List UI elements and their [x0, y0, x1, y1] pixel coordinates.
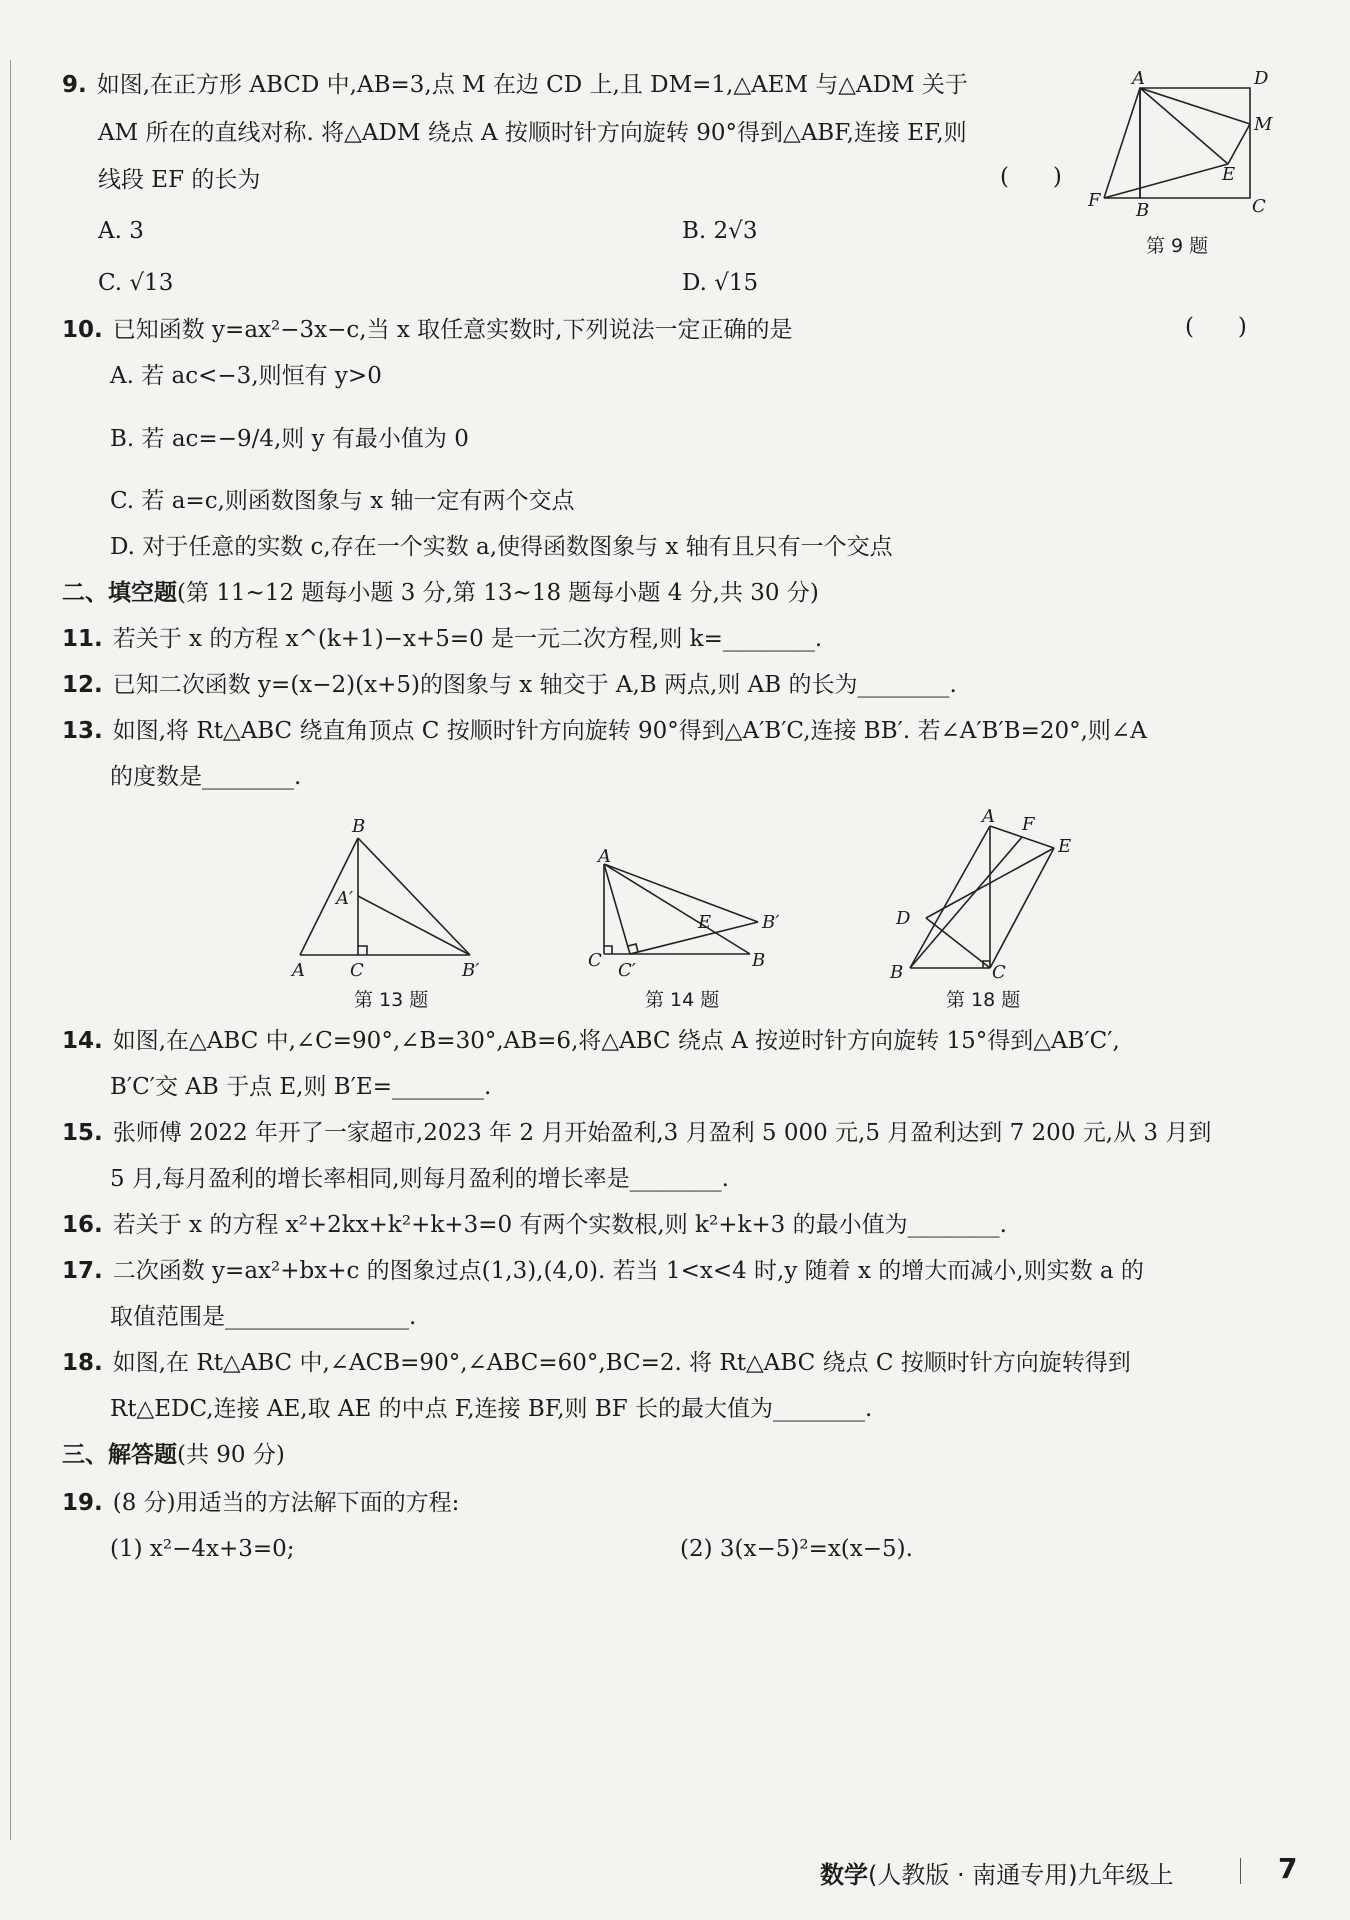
section-3-note: (共 90 分) — [177, 1442, 285, 1468]
label-a-prime: A′ — [336, 888, 354, 909]
question-10-text: 已知函数 y=ax²−3x−c,当 x 取任意实数时,下列说法一定正确的是 — [112, 317, 793, 343]
label-c: C — [588, 950, 602, 971]
question-17-text-1: 二次函数 y=ax²+bx+c 的图象过点(1,3),(4,0). 若当 1<x<4 时,y 随着 x 的增大而减小,则实数 a 的 — [112, 1258, 1144, 1284]
question-19-stem — [62, 1488, 459, 1518]
question-19-part-2: (2) 3(x−5)²=x(x−5). — [680, 1536, 913, 1562]
question-number: 16. — [62, 1212, 103, 1238]
figure-14 — [588, 846, 798, 981]
question-number: 13. — [62, 718, 103, 744]
question-9-line-1 — [62, 70, 968, 100]
question-9-line-3: 线段 EF 的长为 — [98, 167, 261, 193]
right-angle-mark-c — [604, 946, 612, 954]
question-number: 9. — [62, 72, 87, 98]
book-title — [820, 1855, 1174, 1890]
section-3-heading — [62, 1440, 285, 1470]
question-19-part-1: (1) x²−4x+3=0; — [110, 1536, 295, 1562]
question-number: 14. — [62, 1028, 103, 1054]
question-10-option-c: C. 若 a=c,则函数图象与 x 轴一定有两个交点 — [110, 488, 575, 514]
question-13-line-2: 的度数是________. — [110, 764, 302, 790]
question-16-text: 若关于 x 的方程 x²+2kx+k²+k+3=0 有两个实数根,则 k²+k+3 的最小值为________. — [112, 1212, 1007, 1238]
label-d: D — [896, 908, 911, 929]
question-18-line-1 — [62, 1348, 1131, 1378]
question-number: 12. — [62, 672, 103, 698]
question-9-answer-bracket: ( ) — [1000, 164, 1062, 190]
segment-bb-prime — [358, 838, 470, 955]
question-9-line-2: AM 所在的直线对称. 将△ADM 绕点 A 按顺时针方向旋转 90°得到△ABF,连接 EF,则 — [98, 120, 967, 146]
label-e: E — [698, 912, 712, 933]
segment-ae — [1140, 88, 1228, 164]
question-number: 15. — [62, 1120, 103, 1146]
segment-a-prime-b-prime — [358, 896, 470, 955]
figure-13 — [290, 816, 500, 981]
question-13-line-1 — [62, 716, 1147, 746]
question-9-option-a: A. 3 — [98, 218, 144, 244]
segment-em — [1228, 124, 1250, 164]
page-number: 7 — [1278, 1852, 1298, 1885]
label-b: B — [1136, 200, 1150, 221]
question-9-option-b: B. 2√3 — [682, 218, 758, 244]
binding-line — [10, 60, 11, 1840]
label-c-prime: C′ — [618, 960, 636, 981]
question-10-stem — [62, 315, 792, 345]
figure-13-caption: 第 13 题 — [354, 989, 429, 1011]
question-14-line-1 — [62, 1026, 1120, 1056]
figure-9 — [1080, 68, 1280, 221]
segment-dc — [926, 918, 990, 968]
question-15-line-1 — [62, 1118, 1211, 1148]
label-e: E — [1222, 164, 1236, 185]
label-c: C — [1252, 196, 1266, 217]
question-11-text: 若关于 x 的方程 x^(k+1)−x+5=0 是一元二次方程,则 k=________. — [112, 626, 823, 652]
label-a: A — [1132, 68, 1145, 89]
segment-am — [1140, 88, 1250, 124]
label-b: B — [890, 962, 904, 983]
question-15-line-2: 5 月,每月盈利的增长率相同,则每月盈利的增长率是________. — [110, 1166, 729, 1192]
question-10-answer-bracket: ( ) — [1185, 314, 1247, 340]
question-18-line-2: Rt△EDC,连接 AE,取 AE 的中点 F,连接 BF,则 BF 长的最大值为________. — [110, 1396, 873, 1422]
question-number: 10. — [62, 317, 103, 343]
question-10-option-a: A. 若 ac<−3,则恒有 y>0 — [110, 363, 382, 389]
question-number: 18. — [62, 1350, 103, 1376]
label-a: A — [982, 806, 995, 827]
question-10-option-b: B. 若 ac=−9/4,则 y 有最小值为 0 — [110, 426, 469, 452]
figure-9-caption: 第 9 题 — [1146, 235, 1209, 257]
question-17-line-1 — [62, 1256, 1144, 1286]
segment-af — [1104, 88, 1140, 198]
section-2-note: (第 11~12 题每小题 3 分,第 13~18 题每小题 4 分,共 30 分) — [177, 580, 819, 606]
question-9-option-c: C. √13 — [98, 270, 174, 296]
label-a: A — [598, 846, 611, 867]
label-f: F — [1088, 190, 1101, 211]
label-a: A — [292, 960, 305, 981]
book-title-edition: (人教版 · 南通专用)九年级上 — [868, 1861, 1174, 1889]
figure-14-caption: 第 14 题 — [645, 989, 720, 1011]
label-b-prime: B′ — [762, 912, 780, 933]
segment-c-prime-b-prime — [630, 922, 758, 954]
question-15-text-1: 张师傅 2022 年开了一家超市,2023 年 2 月开始盈利,3 月盈利 5 000 元,5 月盈利达到 7 200 元,从 3 月到 — [112, 1120, 1212, 1146]
question-number: 19. — [62, 1490, 103, 1516]
question-10-option-d: D. 对于任意的实数 c,存在一个实数 a,使得函数图象与 x 轴有且只有一个交点 — [110, 534, 893, 560]
question-17-line-2: 取值范围是________________. — [110, 1304, 417, 1330]
question-9-text-1: 如图,在正方形 ABCD 中,AB=3,点 M 在边 CD 上,且 DM=1,△AEM 与△ADM 关于 — [96, 72, 968, 98]
label-e: E — [1058, 836, 1072, 857]
question-9-option-d: D. √15 — [682, 270, 759, 296]
question-12 — [62, 670, 957, 700]
right-angle-mark — [358, 946, 367, 955]
section-2-title: 二、填空题 — [62, 579, 177, 606]
question-number: 11. — [62, 626, 103, 652]
question-19-text: (8 分)用适当的方法解下面的方程: — [112, 1490, 460, 1516]
label-b-prime: B′ — [462, 960, 480, 981]
question-12-text: 已知二次函数 y=(x−2)(x+5)的图象与 x 轴交于 A,B 两点,则 AB 的长为________. — [112, 672, 957, 698]
question-14-line-2: B′C′交 AB 于点 E,则 B′E=________. — [110, 1074, 492, 1100]
question-11 — [62, 624, 822, 654]
segment-ba — [910, 826, 990, 968]
label-d: D — [1254, 68, 1269, 89]
segment-ab-prime — [604, 864, 758, 922]
figure-18-caption: 第 18 题 — [946, 989, 1021, 1011]
label-b: B — [352, 816, 366, 837]
label-f: F — [1022, 814, 1035, 835]
footer-divider — [1240, 1858, 1241, 1884]
section-2-heading — [62, 578, 819, 608]
section-3-title: 三、解答题 — [62, 1441, 177, 1468]
label-m: M — [1254, 114, 1273, 135]
segment-ef — [1104, 164, 1228, 198]
question-13-text-1: 如图,将 Rt△ABC 绕直角顶点 C 按顺时针方向旋转 90°得到△A′B′C,连接 BB′. 若∠A′B′B=20°,则∠A — [112, 718, 1147, 744]
question-16 — [62, 1210, 1007, 1240]
label-c: C — [350, 960, 364, 981]
label-c: C — [992, 962, 1006, 983]
question-14-text-1: 如图,在△ABC 中,∠C=90°,∠B=30°,AB=6,将△ABC 绕点 A 按逆时针方向旋转 15°得到△AB′C′, — [112, 1028, 1120, 1054]
question-18-text-1: 如图,在 Rt△ABC 中,∠ACB=90°,∠ABC=60°,BC=2. 将 Rt△ABC 绕点 C 按顺时针方向旋转得到 — [112, 1350, 1131, 1376]
label-b: B — [752, 950, 766, 971]
book-title-main: 数学 — [820, 1861, 868, 1889]
figure-18 — [882, 808, 1092, 983]
question-number: 17. — [62, 1258, 103, 1284]
